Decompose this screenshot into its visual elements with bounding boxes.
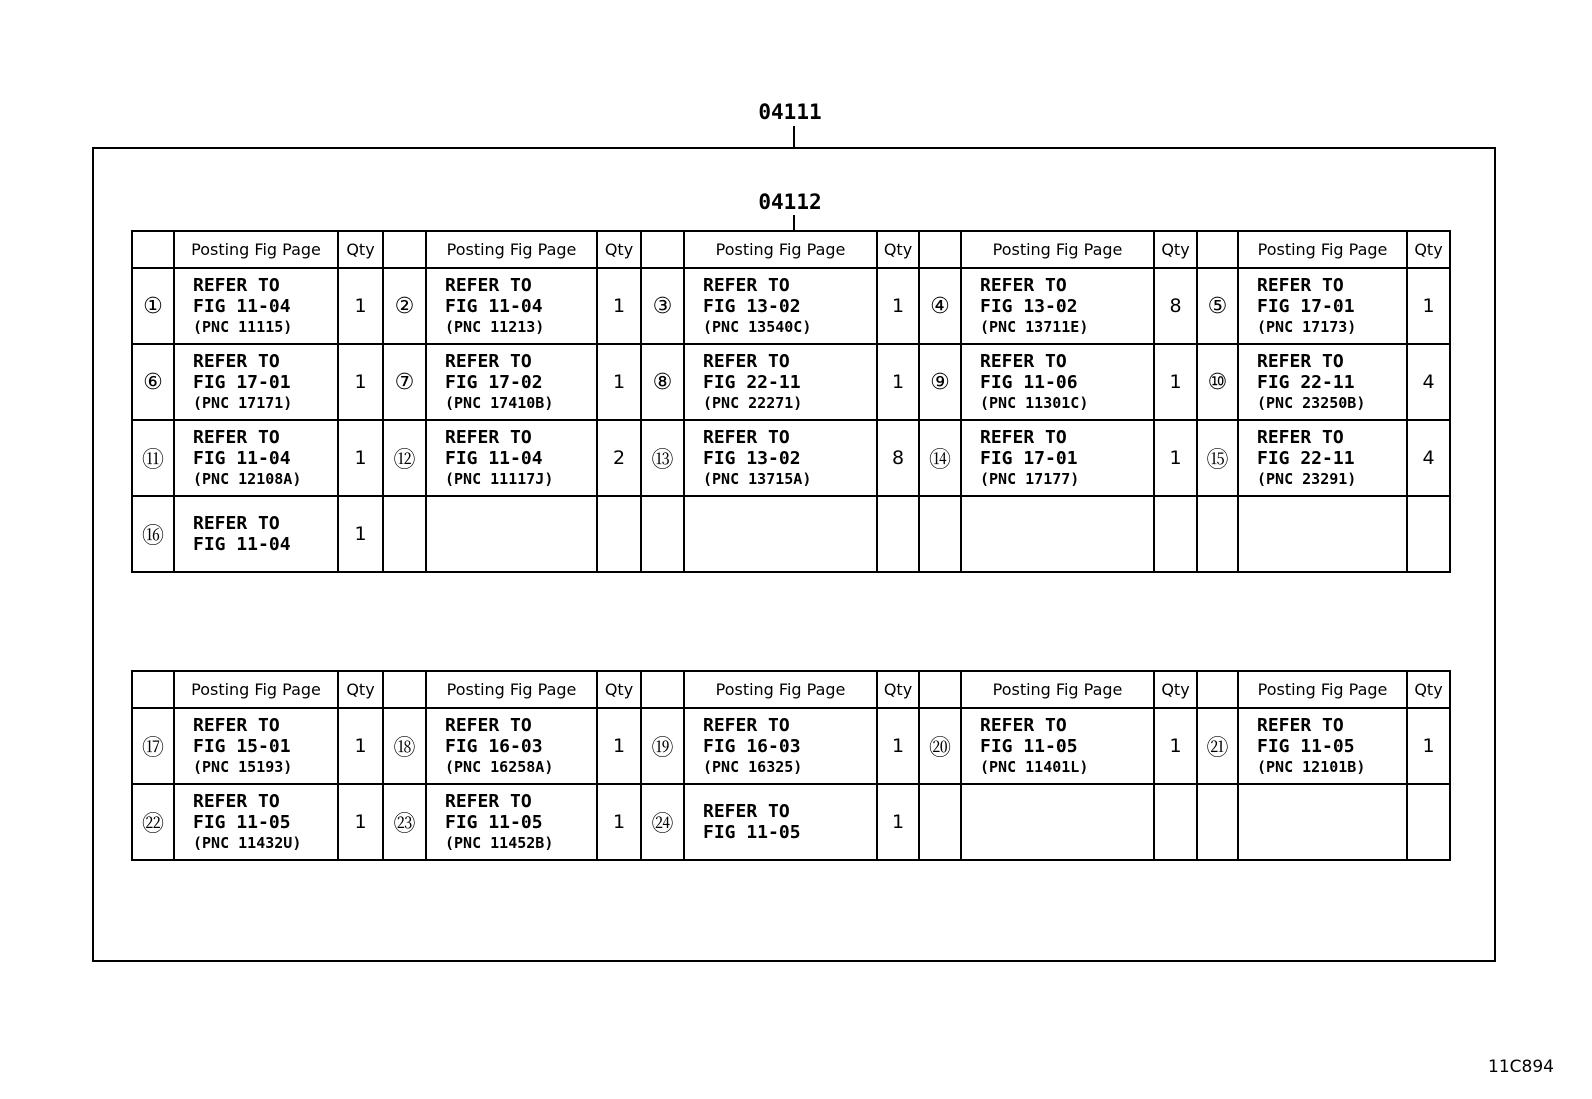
qty-cell: 1 — [338, 708, 383, 784]
reference-cell — [174, 420, 338, 496]
fig-text: FIG 11-05 — [980, 735, 1078, 757]
callout-number: ⑯ — [132, 496, 174, 572]
header-posting-fig-page: Posting Fig Page — [1238, 231, 1407, 268]
header-qty: Qty — [1154, 671, 1197, 708]
pnc-text: (PNC 11301C) — [980, 393, 1089, 412]
refer-to-text: REFER TO — [193, 350, 280, 372]
table-row — [132, 344, 1450, 420]
fig-text: FIG 22-11 — [703, 371, 801, 393]
callout-number: ㉓ — [383, 784, 426, 860]
callout-number: ⑫ — [383, 420, 426, 496]
qty-cell: 1 — [597, 344, 641, 420]
callout-number: ⑭ — [919, 420, 961, 496]
qty-cell — [1154, 784, 1197, 860]
fig-text: FIG 17-01 — [193, 371, 291, 393]
fig-text: FIG 11-05 — [445, 811, 543, 833]
reference-cell — [961, 344, 1154, 420]
qty-cell: 1 — [338, 268, 383, 344]
callout-number: ⑩ — [1197, 344, 1238, 420]
header-qty: Qty — [877, 671, 919, 708]
reference-cell — [1238, 420, 1407, 496]
pnc-text: (PNC 15193) — [193, 757, 293, 776]
header-posting-fig-page: Posting Fig Page — [426, 671, 597, 708]
header-index-cell — [383, 231, 426, 268]
refer-to-text: REFER TO — [193, 714, 280, 736]
refer-to-text: REFER TO — [193, 426, 280, 448]
header-qty: Qty — [338, 671, 383, 708]
callout-number — [919, 784, 961, 860]
refer-to-text: REFER TO — [703, 801, 790, 822]
pnc-text: (PNC 22271) — [703, 393, 803, 412]
table-row — [132, 708, 1450, 784]
reference-cell — [961, 784, 1154, 860]
qty-cell — [1407, 784, 1450, 860]
reference-cell — [684, 496, 877, 572]
reference-cell — [684, 344, 877, 420]
pnc-text: (PNC 11452B) — [445, 833, 554, 852]
pnc-text: (PNC 11213) — [445, 317, 545, 336]
reference-cell — [684, 784, 877, 860]
refer-to-text: REFER TO — [980, 714, 1067, 736]
reference-cell — [174, 708, 338, 784]
callout-number: ㉒ — [132, 784, 174, 860]
leader-line-inner — [793, 215, 795, 230]
qty-cell: 1 — [597, 708, 641, 784]
callout-number: ⑨ — [919, 344, 961, 420]
qty-cell — [597, 496, 641, 572]
fig-text: FIG 17-01 — [1257, 295, 1355, 317]
table-row — [132, 420, 1450, 496]
parts-table-2 — [131, 670, 1451, 861]
reference-cell — [1238, 268, 1407, 344]
header-qty: Qty — [1407, 231, 1450, 268]
pnc-text: (PNC 17171) — [193, 393, 293, 412]
reference-cell — [426, 420, 597, 496]
refer-to-text: REFER TO — [703, 714, 790, 736]
header-posting-fig-page: Posting Fig Page — [961, 231, 1154, 268]
header-qty: Qty — [1407, 671, 1450, 708]
fig-text: FIG 13-02 — [980, 295, 1078, 317]
header-index-cell — [383, 671, 426, 708]
refer-to-text: REFER TO — [445, 426, 532, 448]
qty-cell — [877, 496, 919, 572]
pnc-text: (PNC 17173) — [1257, 317, 1357, 336]
reference-cell — [426, 268, 597, 344]
header-index-cell — [132, 671, 174, 708]
qty-cell: 1 — [1154, 708, 1197, 784]
refer-to-text: REFER TO — [193, 513, 280, 534]
leader-line-outer — [793, 126, 795, 148]
callout-number: ⑬ — [641, 420, 684, 496]
qty-cell — [1407, 496, 1450, 572]
pnc-text: (PNC 11432U) — [193, 833, 302, 852]
callout-number — [1197, 496, 1238, 572]
header-index-cell — [1197, 231, 1238, 268]
refer-to-text: REFER TO — [980, 426, 1067, 448]
pnc-text: (PNC 16258A) — [445, 757, 554, 776]
refer-to-text: REFER TO — [193, 274, 280, 296]
callout-number: ④ — [919, 268, 961, 344]
refer-to-text: REFER TO — [193, 790, 280, 812]
reference-cell — [684, 420, 877, 496]
reference-cell — [684, 708, 877, 784]
callout-number — [641, 496, 684, 572]
fig-text: FIG 17-02 — [445, 371, 543, 393]
callout-number: ⑰ — [132, 708, 174, 784]
table-row — [132, 496, 1450, 572]
pnc-text: (PNC 17410B) — [445, 393, 554, 412]
qty-cell: 1 — [1407, 268, 1450, 344]
pnc-text: (PNC 13540C) — [703, 317, 812, 336]
pnc-text: (PNC 23250B) — [1257, 393, 1366, 412]
header-qty: Qty — [338, 231, 383, 268]
table-row — [132, 268, 1450, 344]
reference-cell — [1238, 344, 1407, 420]
callout-number: ㉑ — [1197, 708, 1238, 784]
reference-cell — [174, 344, 338, 420]
qty-cell: 1 — [338, 420, 383, 496]
header-index-cell — [919, 671, 961, 708]
qty-cell: 1 — [338, 344, 383, 420]
callout-number: ⑳ — [919, 708, 961, 784]
fig-text: FIG 16-03 — [703, 735, 801, 757]
fig-text: FIG 11-04 — [193, 534, 291, 555]
pnc-text: (PNC 16325) — [703, 757, 803, 776]
reference-cell — [1238, 784, 1407, 860]
header-qty: Qty — [1154, 231, 1197, 268]
refer-to-text: REFER TO — [703, 350, 790, 372]
header-index-cell — [132, 231, 174, 268]
reference-cell — [1238, 496, 1407, 572]
reference-cell — [1238, 708, 1407, 784]
refer-to-text: REFER TO — [1257, 350, 1344, 372]
header-qty: Qty — [877, 231, 919, 268]
reference-cell — [961, 268, 1154, 344]
refer-to-text: REFER TO — [445, 350, 532, 372]
callout-number: ㉔ — [641, 784, 684, 860]
header-posting-fig-page: Posting Fig Page — [174, 231, 338, 268]
fig-text: FIG 11-05 — [1257, 735, 1355, 757]
refer-to-text: REFER TO — [445, 790, 532, 812]
callout-number: ⑦ — [383, 344, 426, 420]
callout-number: ⑥ — [132, 344, 174, 420]
parts-table-1 — [131, 230, 1451, 573]
reference-cell — [426, 344, 597, 420]
callout-number: ⑲ — [641, 708, 684, 784]
header-row — [132, 231, 1450, 268]
fig-text: FIG 13-02 — [703, 447, 801, 469]
fig-text: FIG 11-04 — [445, 295, 543, 317]
fig-text: FIG 11-04 — [193, 295, 291, 317]
header-posting-fig-page: Posting Fig Page — [174, 671, 338, 708]
callout-number — [383, 496, 426, 572]
qty-cell: 4 — [1407, 344, 1450, 420]
header-posting-fig-page: Posting Fig Page — [684, 671, 877, 708]
header-index-cell — [1197, 671, 1238, 708]
reference-cell — [426, 496, 597, 572]
fig-text: FIG 11-04 — [193, 447, 291, 469]
fig-text: FIG 22-11 — [1257, 447, 1355, 469]
callout-number: ⑧ — [641, 344, 684, 420]
fig-text: FIG 11-04 — [445, 447, 543, 469]
refer-to-text: REFER TO — [1257, 426, 1344, 448]
refer-to-text: REFER TO — [445, 274, 532, 296]
callout-number: ② — [383, 268, 426, 344]
pnc-text: (PNC 12101B) — [1257, 757, 1366, 776]
reference-cell — [174, 784, 338, 860]
callout-number: ⑱ — [383, 708, 426, 784]
qty-cell: 4 — [1407, 420, 1450, 496]
qty-cell: 8 — [877, 420, 919, 496]
pnc-text: (PNC 11401L) — [980, 757, 1089, 776]
qty-cell: 1 — [877, 268, 919, 344]
refer-to-text: REFER TO — [703, 274, 790, 296]
reference-cell — [426, 784, 597, 860]
reference-cell — [174, 496, 338, 572]
callout-number: ⑤ — [1197, 268, 1238, 344]
header-posting-fig-page: Posting Fig Page — [1238, 671, 1407, 708]
qty-cell: 1 — [338, 784, 383, 860]
pnc-text: (PNC 13715A) — [703, 469, 812, 488]
refer-to-text: REFER TO — [980, 350, 1067, 372]
callout-number: ⑪ — [132, 420, 174, 496]
qty-cell: 1 — [597, 268, 641, 344]
reference-cell — [961, 708, 1154, 784]
qty-cell: 1 — [1154, 344, 1197, 420]
header-row — [132, 671, 1450, 708]
pnc-text: (PNC 11115) — [193, 317, 293, 336]
reference-cell — [961, 420, 1154, 496]
fig-text: FIG 15-01 — [193, 735, 291, 757]
header-posting-fig-page: Posting Fig Page — [426, 231, 597, 268]
callout-number: ⑮ — [1197, 420, 1238, 496]
fig-text: FIG 11-06 — [980, 371, 1078, 393]
reference-cell — [426, 708, 597, 784]
fig-text: FIG 11-05 — [703, 822, 801, 843]
qty-cell: 1 — [1407, 708, 1450, 784]
fig-text: FIG 13-02 — [703, 295, 801, 317]
table-row — [132, 784, 1450, 860]
qty-cell: 1 — [877, 708, 919, 784]
reference-cell — [961, 496, 1154, 572]
callout-number: ③ — [641, 268, 684, 344]
qty-cell: 8 — [1154, 268, 1197, 344]
qty-cell: 1 — [338, 496, 383, 572]
pnc-text: (PNC 12108A) — [193, 469, 302, 488]
refer-to-text: REFER TO — [1257, 274, 1344, 296]
qty-cell: 1 — [597, 784, 641, 860]
header-index-cell — [641, 671, 684, 708]
qty-cell: 1 — [1154, 420, 1197, 496]
fig-text: FIG 11-05 — [193, 811, 291, 833]
reference-cell — [684, 268, 877, 344]
pnc-text: (PNC 13711E) — [980, 317, 1089, 336]
callout-number — [919, 496, 961, 572]
fig-text: FIG 22-11 — [1257, 371, 1355, 393]
illustration-code: 11C894 — [1488, 1057, 1554, 1077]
reference-cell — [174, 268, 338, 344]
refer-to-text: REFER TO — [445, 714, 532, 736]
qty-cell — [1154, 496, 1197, 572]
refer-to-text: REFER TO — [703, 426, 790, 448]
qty-cell: 2 — [597, 420, 641, 496]
refer-to-text: REFER TO — [1257, 714, 1344, 736]
pnc-text: (PNC 23291) — [1257, 469, 1357, 488]
pnc-text: (PNC 11117J) — [445, 469, 554, 488]
qty-cell: 1 — [877, 344, 919, 420]
refer-to-text: REFER TO — [980, 274, 1067, 296]
fig-text: FIG 16-03 — [445, 735, 543, 757]
header-qty: Qty — [597, 671, 641, 708]
header-index-cell — [641, 231, 684, 268]
header-index-cell — [919, 231, 961, 268]
callout-number: ① — [132, 268, 174, 344]
header-qty: Qty — [597, 231, 641, 268]
header-posting-fig-page: Posting Fig Page — [961, 671, 1154, 708]
pnc-text: (PNC 17177) — [980, 469, 1080, 488]
qty-cell: 1 — [877, 784, 919, 860]
assembly-label-04112: 04112 — [758, 190, 822, 214]
header-posting-fig-page: Posting Fig Page — [684, 231, 877, 268]
callout-number — [1197, 784, 1238, 860]
assembly-label-04111: 04111 — [758, 100, 822, 124]
fig-text: FIG 17-01 — [980, 447, 1078, 469]
